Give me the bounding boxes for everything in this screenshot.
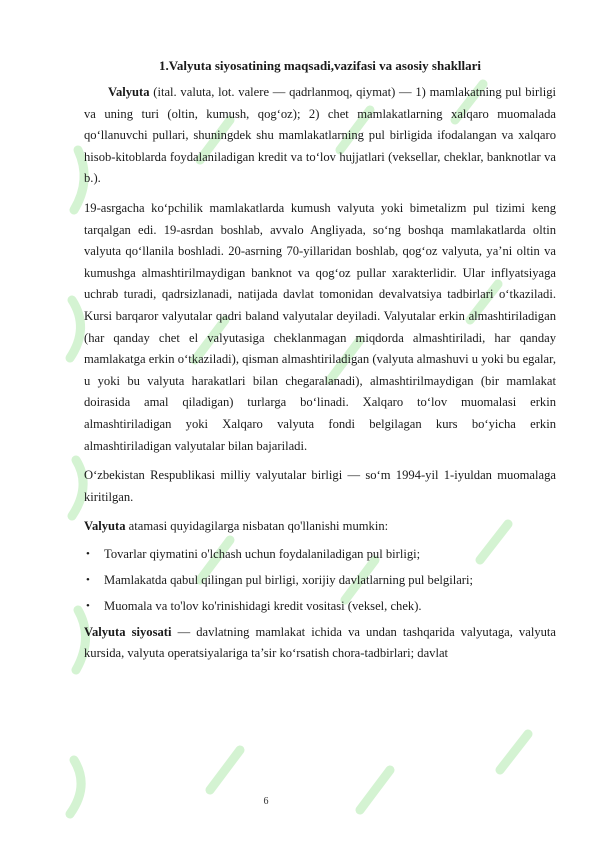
term-valyuta: Valyuta — [108, 85, 150, 99]
watermark-mark — [72, 460, 83, 516]
watermark-mark — [70, 300, 81, 358]
usage-intro-text: atamasi quyidagilarga nisbatan qo'llanishi mumkin: — [125, 519, 389, 534]
paragraph-usage-intro — [84, 516, 556, 538]
list-item — [84, 596, 556, 617]
list-item-text: Mamlakatda qabul qilingan pul birligi, xorijiy davlatlarning pul belgilari; — [104, 572, 473, 587]
bullet-icon: • — [86, 573, 90, 586]
list-item — [84, 544, 556, 565]
paragraph-policy — [84, 622, 556, 665]
term-valyuta-siyosati: Valyuta siyosati — [84, 624, 172, 639]
watermark-mark — [74, 150, 84, 210]
paragraph-history: 19-asrgacha ko‘pchilik mamlakatlarda kumush valyuta yoki bimetalizm pul tizimi keng tarqalgan edi. 19-asrdan boshlab, avvalo Angliyada, so‘ng boshqa mamlakatlarda oltin valyuta qo‘llanila boshladi. 20-asrning 70-yillaridan boshlab, qog‘oz valyuta, ya’ni oltin va kumushga almashtirilmaydigan banknot va qog‘oz pullar xarakterlidir. Ular inflyatsiyaga uchrab turadi, qadrsizlanadi, natijada davlat tomonidan devalvatsiya tadbirlari o‘tkaziladi. Kursi barqaror valyutalar qadri baland valyutalar deyiladi. Valyutalar erkin almashtiriladigan (har qanday chet el valyutasiga cheklanmagan miqdorda almashtiriladi, har qanday mamlakatga erkin o‘tkaziladi), qisman almashtiriladigan (valyuta almashuvi u yoki bu egalar, u yoki bu valyuta harakatlari bilan chegaralanadi), almashtirilmaydigan (bir mamlakat doirasida amal qiladigan) turlarga bo‘linadi. Xalqaro to‘lov muomalasi erkin almashtiriladigan yoki Xalqaro valyuta fondi belgilagan kurs bo‘yicha erkin almashtiriladigan valyutalar bilan bajariladi. — [84, 200, 556, 453]
document-body — [84, 56, 556, 665]
watermark-mark — [500, 734, 528, 770]
page-number: 6 — [263, 796, 269, 807]
list-item — [84, 570, 556, 591]
term-valyuta-2: Valyuta — [84, 519, 126, 534]
watermark-mark — [210, 750, 240, 790]
bullet-icon: • — [86, 547, 90, 560]
list-item-text: Muomala va to'lov ko'rinishidagi kredit vositasi (veksel, chek). — [104, 598, 422, 613]
usage-list — [84, 544, 556, 617]
paragraph-uzbekistan: O‘zbekistan Respublikasi milliy valyutalar birligi — so‘m 1994-yil 1-iyuldan muomalaga kiritilgan. — [84, 468, 556, 504]
bullet-icon: • — [86, 599, 90, 612]
section-heading: 1.Valyuta siyosatining maqsadi,vazifasi va asosiy shakllari — [158, 58, 482, 73]
policy-text: — davlatning mamlakat ichida va undan tashqarida valyutaga, valyuta kursida, valyuta operatsiyalariga ta’sir ko‘rsatish chora-tadbirlari; davlat — [84, 624, 556, 661]
paragraph-definition — [84, 82, 556, 190]
definition-text: (ital. valuta, lot. valere — qadrlanmoq, qiymat) — 1) mamlakatning pul birligi va uning turi (oltin, kumush, qog‘oz); 2) chet mamlakatlarning xalqaro muomalada qo‘llanuvchi pullari, shuningdek shu mamlakatlarning pul birligida ifodalangan va xalqaro hisob-kitoblarda foydalaniladigan kredit va to‘lov hujjatlari (veksellar, cheklar, banknotlar va b.). — [84, 85, 556, 186]
list-item-text: Tovarlar qiymatini o'lchash uchun foydalaniladigan pul birligi; — [104, 546, 421, 561]
